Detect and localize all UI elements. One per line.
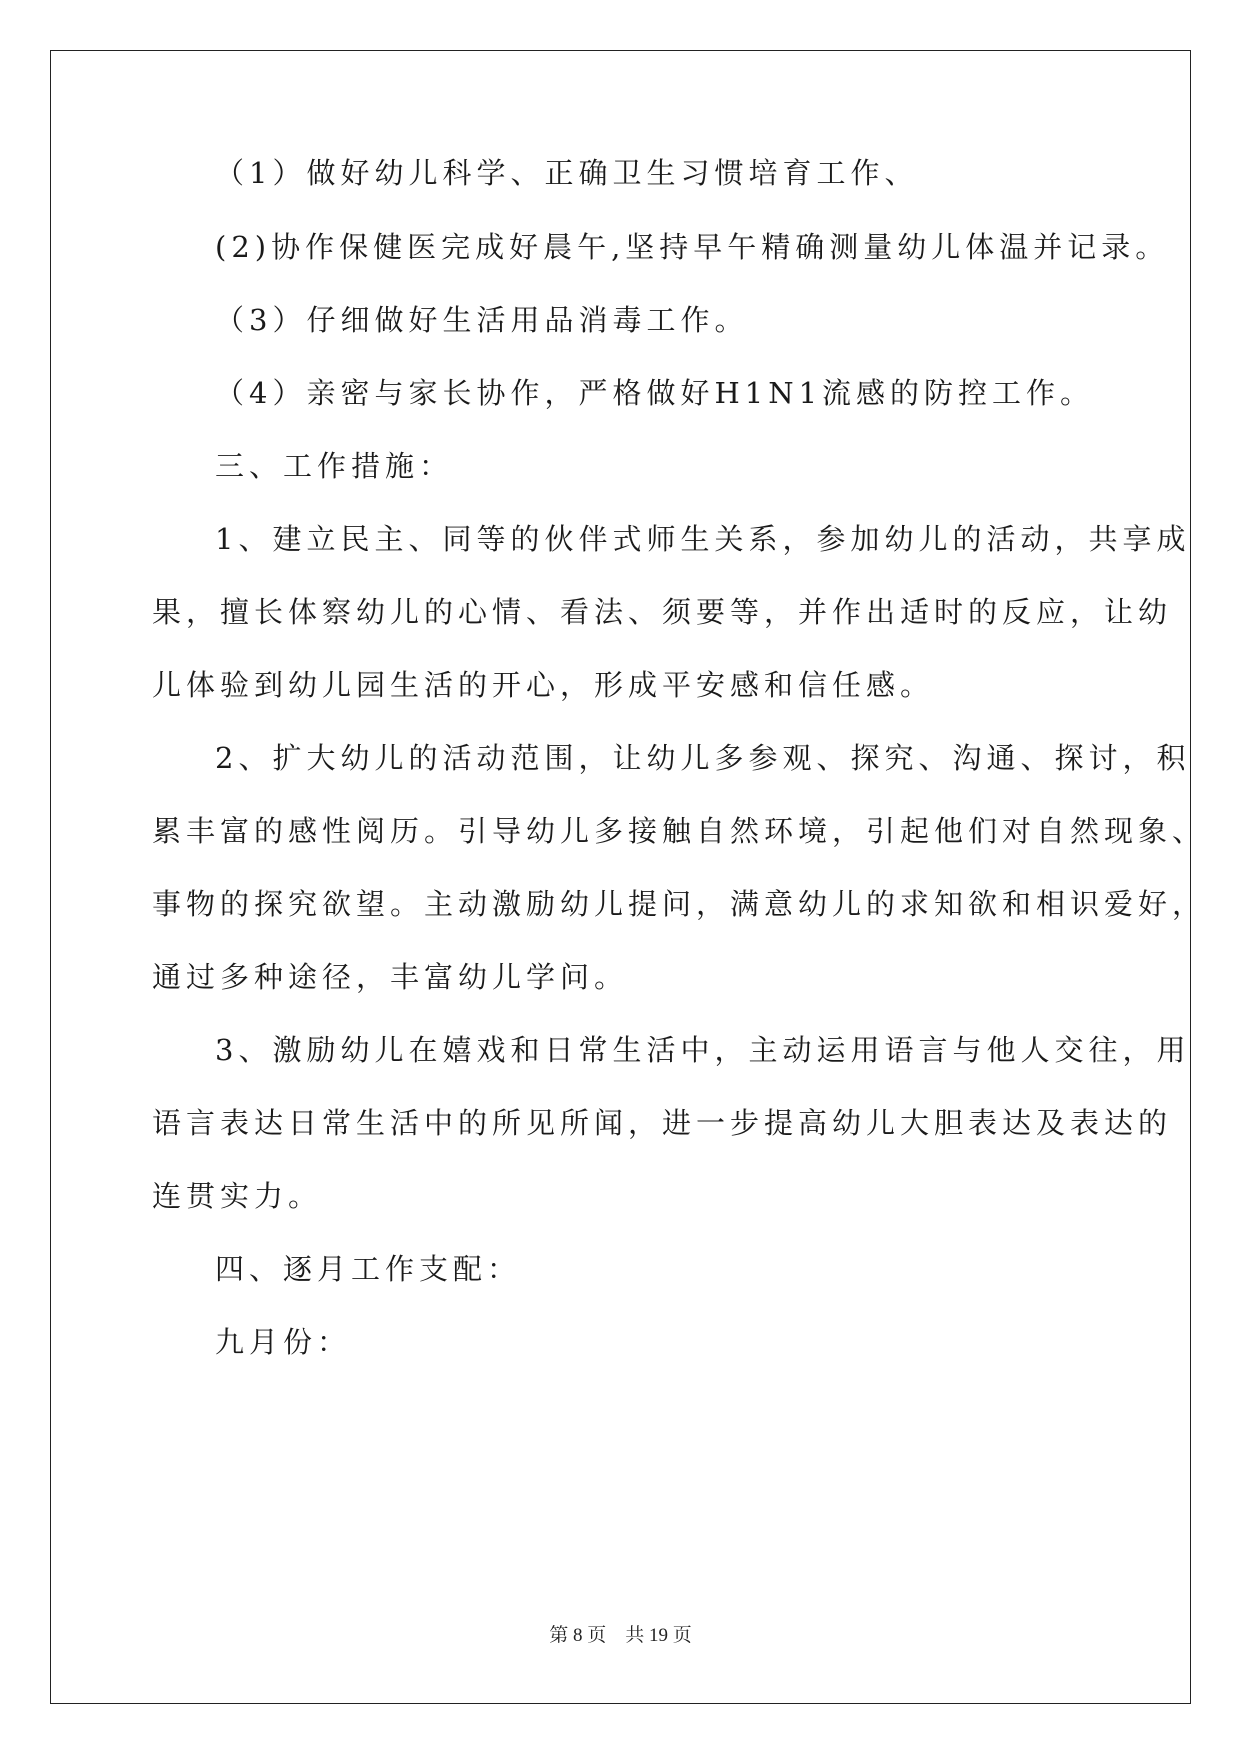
month-heading: 九月份：	[215, 1325, 352, 1359]
paragraph-line: 通过多种途径，丰富幼儿学问。	[152, 960, 629, 994]
list-item-disinfection: （3）仔细做好生活用品消毒工作。	[215, 303, 749, 337]
paragraph-line: 儿体验到幼儿园生活的开心，形成平安感和信任感。	[152, 668, 935, 702]
section-heading-monthly-plan: 四、逐月工作支配：	[215, 1252, 522, 1286]
paragraph-line: 1、建立民主、同等的伙伴式师生关系，参加幼儿的活动，共享成	[215, 522, 1191, 556]
paragraph-line: 语言表达日常生活中的所见所闻，进一步提高幼儿大胆表达及表达的	[152, 1106, 1173, 1140]
list-item-hygiene: （1）做好幼儿科学、正确卫生习惯培育工作、	[215, 156, 919, 190]
list-item-flu-prevention: （4）亲密与家长协作，严格做好H1N1流感的防控工作。	[215, 376, 1095, 410]
paragraph-line: 事物的探究欲望。主动激励幼儿提问，满意幼儿的求知欲和相识爱好，	[152, 887, 1207, 921]
section-heading-measures: 三、工作措施：	[215, 449, 454, 483]
page-number-footer: 第 8 页 共 19 页	[549, 1625, 692, 1646]
paragraph-line: 果，擅长体察幼儿的心情、看法、须要等，并作出适时的反应，让幼	[152, 595, 1173, 629]
page-border	[50, 50, 1191, 1704]
paragraph-line: 2、扩大幼儿的活动范围，让幼儿多参观、探究、沟通、探讨，积	[215, 741, 1191, 775]
paragraph-line: 连贯实力。	[152, 1179, 323, 1213]
paragraph-line: 3、激励幼儿在嬉戏和日常生活中，主动运用语言与他人交往，用	[215, 1033, 1191, 1067]
paragraph-line: 累丰富的感性阅历。引导幼儿多接触自然环境，引起他们对自然现象、	[152, 814, 1207, 848]
list-item-health-check: (2)协作保健医完成好晨午,坚持早午精确测量幼儿体温并记录。	[215, 230, 1170, 264]
